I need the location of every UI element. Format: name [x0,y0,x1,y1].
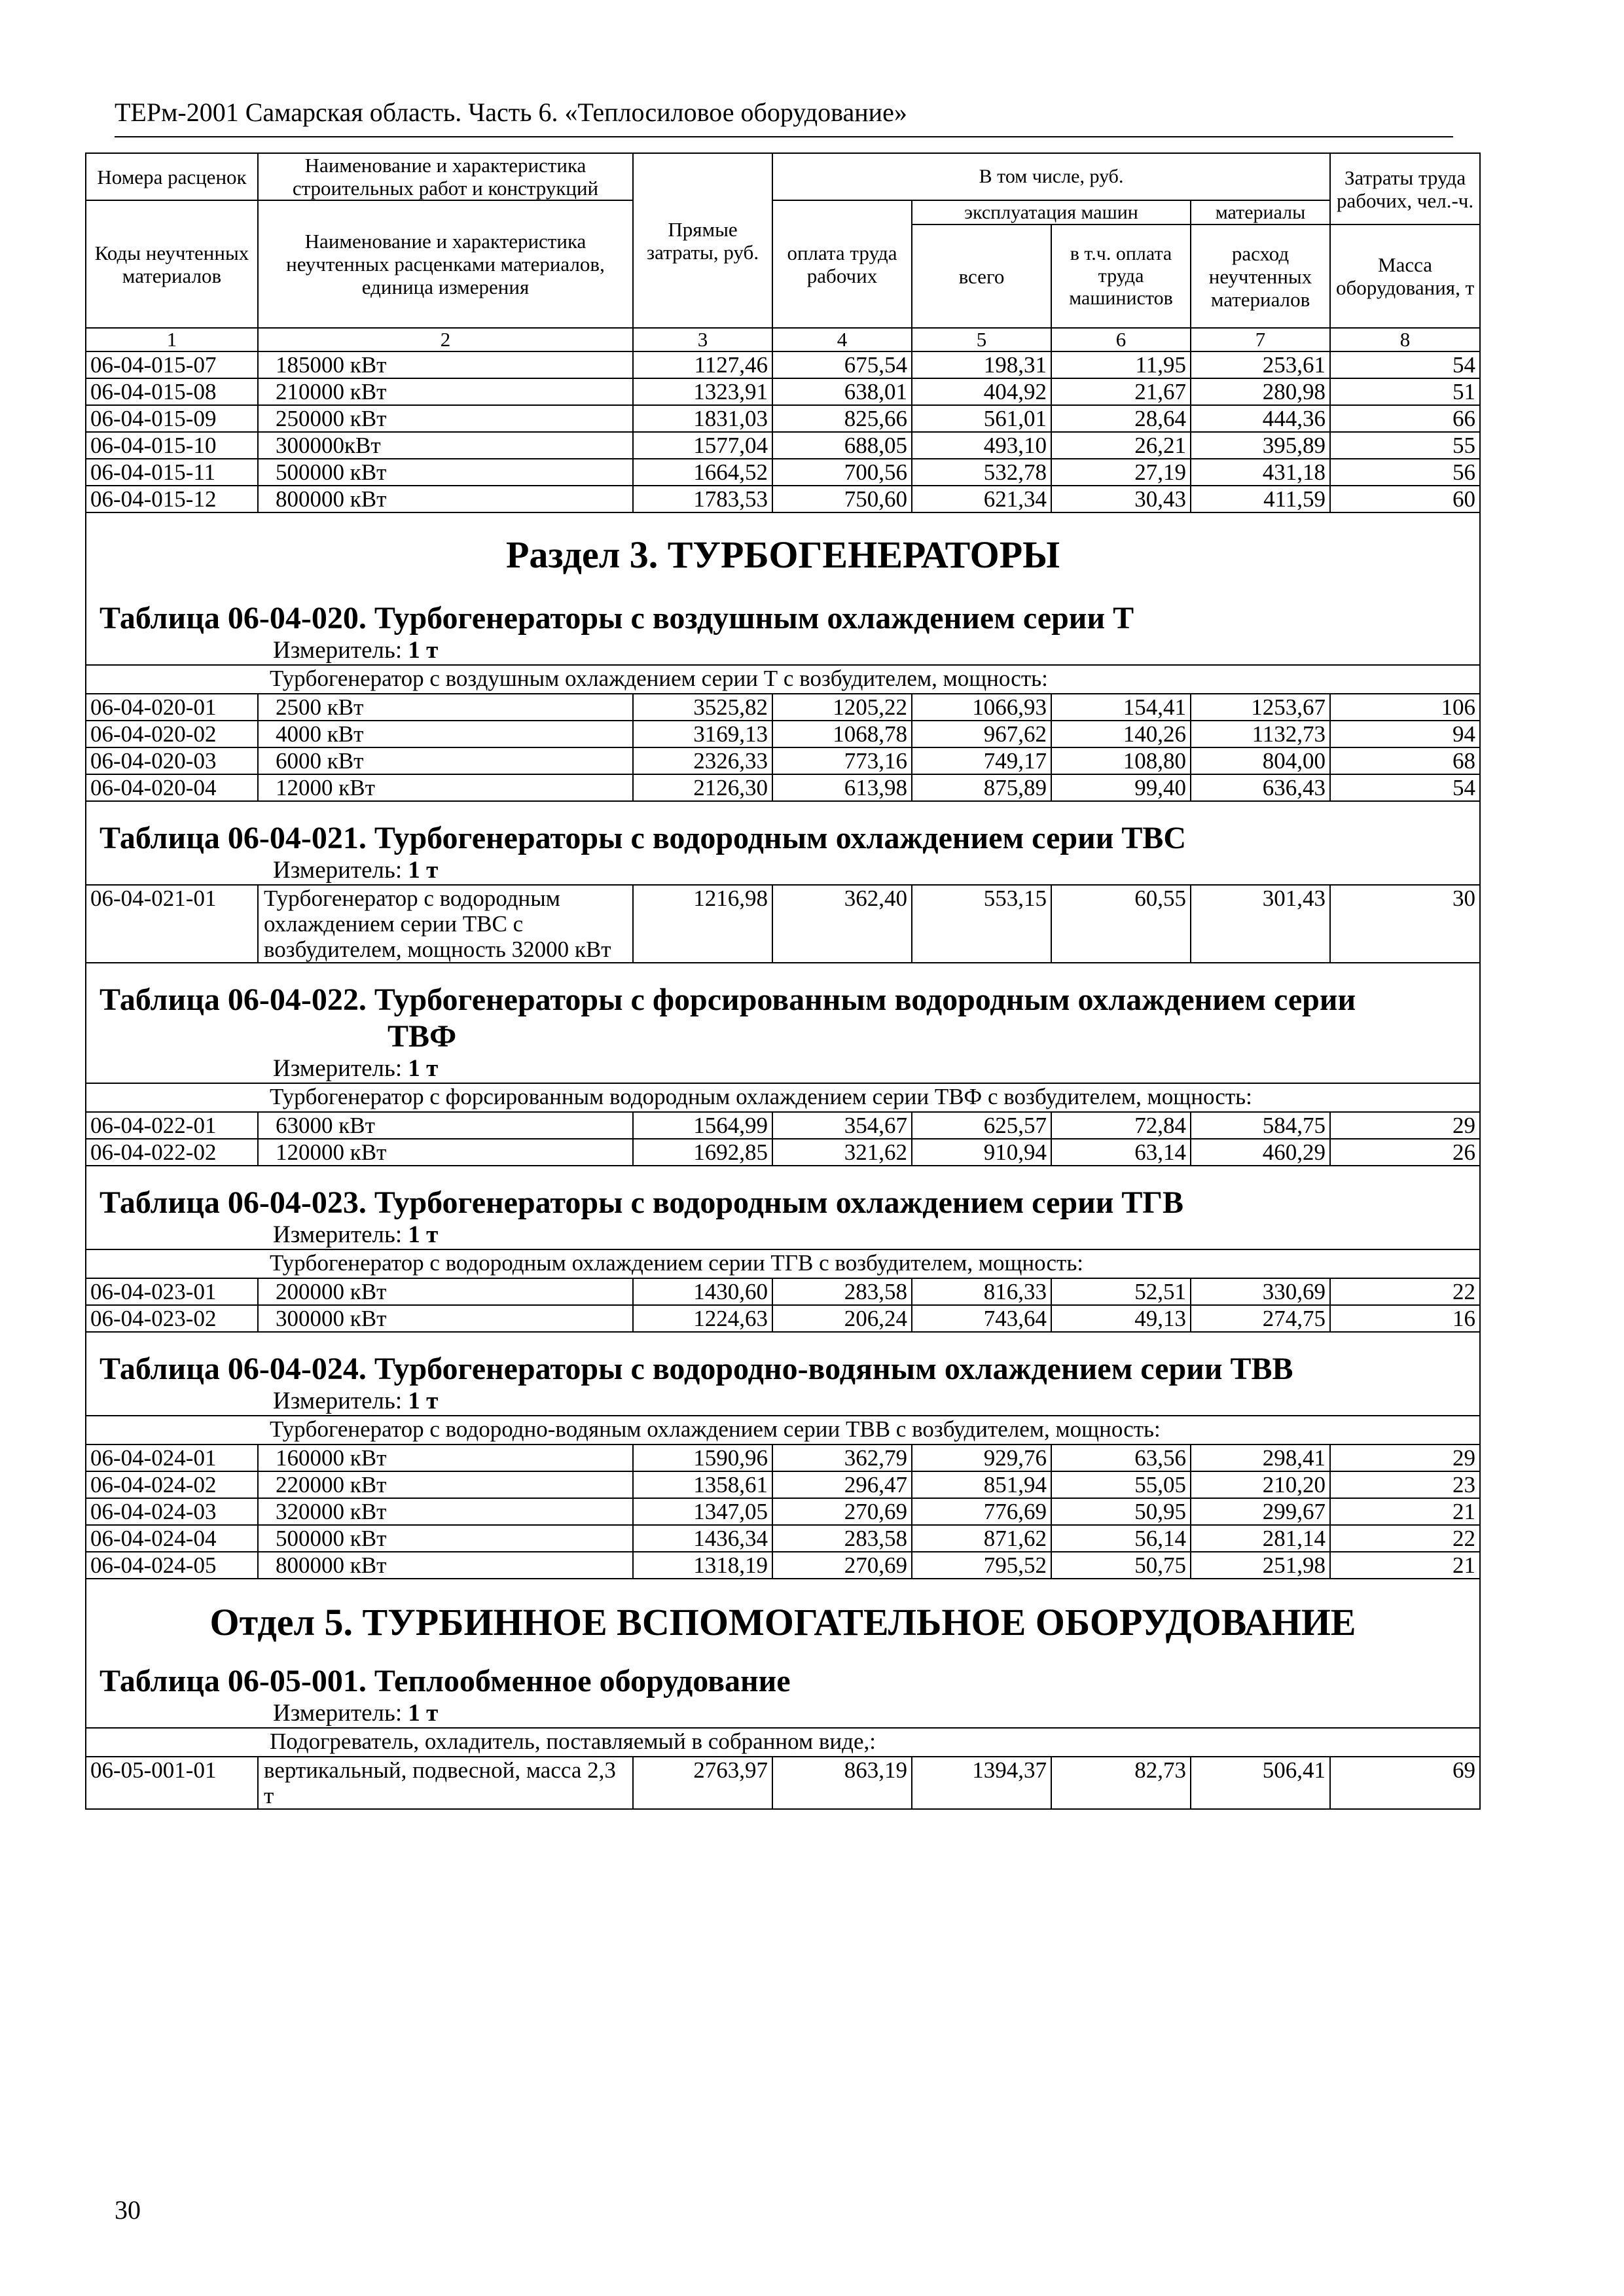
value-cell: 29 [1330,1444,1480,1471]
col2-bottom-header: Наименование и характеристика неучтенных расценками материалов, единица измерения [258,200,633,328]
item-name: 220000 кВт [258,1471,633,1498]
item-name: 320000 кВт [258,1498,633,1525]
document-header: ТЕРм-2001 Самарская область. Часть 6. «Теплосиловое оборудование» [115,98,1453,137]
value-cell: 69 [1330,1757,1480,1809]
value-cell: 2326,33 [633,747,772,774]
rate-code: 06-04-015-11 [86,459,258,486]
measure-unit: Измеритель: 1 т [273,1388,439,1414]
value-cell: 60 [1330,486,1480,512]
section-3 [86,512,1480,694]
value-cell: 584,75 [1191,1112,1330,1139]
value-cell: 51 [1330,378,1480,405]
value-cell: 301,43 [1191,885,1330,963]
value-cell: 2763,97 [633,1757,772,1809]
item-name: вертикальный, подвесной, масса 2,3 т [258,1757,633,1809]
value-cell: 55,05 [1051,1471,1191,1498]
item-name: 6000 кВт [258,747,633,774]
value-cell: 16 [1330,1305,1480,1332]
value-cell: 506,41 [1191,1757,1330,1809]
value-cell: 1068,78 [772,721,912,747]
value-cell: 444,36 [1191,405,1330,432]
table-023-heading-cell [86,1166,1480,1249]
value-cell: 1436,34 [633,1525,772,1552]
value-cell: 776,69 [912,1498,1051,1525]
value-cell: 675,54 [772,351,912,378]
value-cell: 863,19 [772,1757,912,1809]
item-name: 185000 кВт [258,351,633,378]
group-header: Подогреватель, охладитель, поставляемый в собранном виде,: [86,1728,1480,1757]
table-row [86,459,1480,486]
value-cell: 154,41 [1051,694,1191,721]
value-cell: 11,95 [1051,351,1191,378]
value-cell: 28,64 [1051,405,1191,432]
section-3-heading-cell [86,512,1480,665]
value-cell: 283,58 [772,1278,912,1305]
dept-5-heading-cell [86,1579,1480,1728]
value-cell: 72,84 [1051,1112,1191,1139]
measure-unit: Измеритель: 1 т [273,1055,439,1082]
rate-code: 06-04-015-12 [86,486,258,512]
value-cell: 1253,67 [1191,694,1330,721]
value-cell: 68 [1330,747,1480,774]
value-cell: 1564,99 [633,1112,772,1139]
materials-header: материалы [1191,200,1330,224]
measure-unit: Измеритель: 1 т [273,857,439,884]
value-cell: 210,20 [1191,1471,1330,1498]
col4-header: оплата труда рабочих [772,200,912,328]
value-cell: 553,15 [912,885,1051,963]
value-cell: 967,62 [912,721,1051,747]
table-022 [86,963,1480,1112]
table-024 [86,1332,1480,1444]
table-title: Таблица 06-04-023. Турбогенераторы с водородным охлаждением серии ТГВ [99,1185,1183,1220]
item-name: 250000 кВт [258,405,633,432]
value-cell: 1127,46 [633,351,772,378]
rate-code: 06-04-015-09 [86,405,258,432]
value-cell: 99,40 [1051,774,1191,801]
table-024-rows [86,1444,1480,1579]
measure-unit: Измеритель: 1 т [273,1221,439,1248]
incl-header: В том числе, руб. [772,153,1330,200]
rates-table [85,152,1481,1810]
value-cell: 140,26 [1051,721,1191,747]
table-title: Таблица 06-04-022. Турбогенераторы с форсированным водородным охлаждением серии ТВФ [99,982,1356,1054]
value-cell: 395,89 [1191,432,1330,459]
value-cell: 298,41 [1191,1444,1330,1471]
column-index: 7 [1191,328,1330,351]
value-cell: 638,01 [772,378,912,405]
item-name: 500000 кВт [258,459,633,486]
group-header: Турбогенератор с водородным охлаждением серии ТГВ с возбудителем, мощность: [86,1249,1480,1278]
col3-header: Прямые затраты, руб. [633,153,772,328]
item-name: 4000 кВт [258,721,633,747]
machines-header: эксплуатация машин [912,200,1191,224]
rate-code: 06-04-024-01 [86,1444,258,1471]
value-cell: 362,79 [772,1444,912,1471]
page-number: 30 [115,2195,141,2225]
column-index: 8 [1330,328,1480,351]
table-022-rows [86,1112,1480,1166]
rate-code: 06-04-020-01 [86,694,258,721]
item-name: 800000 кВт [258,486,633,512]
rate-code: 06-04-023-01 [86,1278,258,1305]
table-021 [86,801,1480,885]
rate-code: 06-04-020-04 [86,774,258,801]
table-header [86,153,1480,351]
table-row [86,1112,1480,1139]
value-cell: 1692,85 [633,1139,772,1166]
measure-unit: Измеритель: 1 т [273,1700,439,1727]
table-row [86,774,1480,801]
value-cell: 63,14 [1051,1139,1191,1166]
col8-top-header: Затраты труда рабочих, чел.-ч. [1330,153,1480,224]
table-title: Таблица 06-04-020. Турбогенераторы с воздушным охлаждением серии Т [99,601,1134,636]
value-cell: 1216,98 [633,885,772,963]
item-name: 2500 кВт [258,694,633,721]
value-cell: 30 [1330,885,1480,963]
rate-code: 06-04-015-10 [86,432,258,459]
value-cell: 910,94 [912,1139,1051,1166]
value-cell: 1590,96 [633,1444,772,1471]
value-cell: 871,62 [912,1525,1051,1552]
item-name: 63000 кВт [258,1112,633,1139]
col1-bottom-header: Коды неучтенных материалов [86,200,258,328]
item-name: 500000 кВт [258,1525,633,1552]
value-cell: 1664,52 [633,459,772,486]
table-row [86,378,1480,405]
value-cell: 296,47 [772,1471,912,1498]
column-index: 5 [912,328,1051,351]
value-cell: 3169,13 [633,721,772,747]
value-cell: 804,00 [1191,747,1330,774]
rate-code: 06-04-022-02 [86,1139,258,1166]
table-row [86,694,1480,721]
value-cell: 1323,91 [633,378,772,405]
table-row [86,1444,1480,1471]
value-cell: 1318,19 [633,1552,772,1579]
value-cell: 198,31 [912,351,1051,378]
table-022-heading-cell [86,963,1480,1083]
table-row [86,432,1480,459]
value-cell: 825,66 [772,405,912,432]
table-024-heading-cell [86,1332,1480,1416]
value-cell: 49,13 [1051,1305,1191,1332]
value-cell: 773,16 [772,747,912,774]
value-cell: 1430,60 [633,1278,772,1305]
table-row [86,1305,1480,1332]
table-023 [86,1166,1480,1278]
section-title: Раздел 3. ТУРБОГЕНЕРАТОРЫ [505,533,1060,576]
value-cell: 50,75 [1051,1552,1191,1579]
value-cell: 321,62 [772,1139,912,1166]
value-cell: 108,80 [1051,747,1191,774]
value-cell: 1132,73 [1191,721,1330,747]
value-cell: 60,55 [1051,885,1191,963]
rate-code: 06-04-015-08 [86,378,258,405]
measure-unit: Измеритель: 1 т [273,637,439,664]
value-cell: 299,67 [1191,1498,1330,1525]
value-cell: 330,69 [1191,1278,1330,1305]
value-cell: 621,34 [912,486,1051,512]
value-cell: 54 [1330,351,1480,378]
value-cell: 875,89 [912,774,1051,801]
dept-5 [86,1579,1480,1757]
table-row [86,1471,1480,1498]
value-cell: 2126,30 [633,774,772,801]
rate-code: 06-04-015-07 [86,351,258,378]
table-021-rows [86,885,1480,963]
column-index-row [86,328,1480,351]
col7-header: расход неучтенных материалов [1191,224,1330,328]
value-cell: 21 [1330,1552,1480,1579]
table-row [86,885,1480,963]
value-cell: 3525,82 [633,694,772,721]
value-cell: 55 [1330,432,1480,459]
value-cell: 362,40 [772,885,912,963]
value-cell: 851,94 [912,1471,1051,1498]
value-cell: 688,05 [772,432,912,459]
rows-top [86,351,1480,512]
value-cell: 749,17 [912,747,1051,774]
value-cell: 274,75 [1191,1305,1330,1332]
table-row [86,1498,1480,1525]
value-cell: 561,01 [912,405,1051,432]
value-cell: 750,60 [772,486,912,512]
table-title: Таблица 06-04-024. Турбогенераторы с водородно-водяным охлаждением серии ТВВ [99,1352,1293,1386]
col2-top-header: Наименование и характеристика строительных работ и конструкций [258,153,633,200]
value-cell: 56 [1330,459,1480,486]
value-cell: 26,21 [1051,432,1191,459]
item-name: 300000кВт [258,432,633,459]
value-cell: 54 [1330,774,1480,801]
rate-code: 06-04-022-01 [86,1112,258,1139]
value-cell: 1358,61 [633,1471,772,1498]
value-cell: 532,78 [912,459,1051,486]
item-name: 120000 кВт [258,1139,633,1166]
value-cell: 404,92 [912,378,1051,405]
value-cell: 21,67 [1051,378,1191,405]
rate-code: 06-04-020-03 [86,747,258,774]
table-row [86,1139,1480,1166]
value-cell: 283,58 [772,1525,912,1552]
table-row [86,351,1480,378]
value-cell: 251,98 [1191,1552,1330,1579]
section-title: Отдел 5. ТУРБИННОЕ ВСПОМОГАТЕЛЬНОЕ ОБОРУДОВАНИЕ [209,1601,1356,1643]
table-row [86,1278,1480,1305]
table-021-heading-cell [86,801,1480,885]
group-header: Турбогенератор с водородно-водяным охлаждением серии ТВВ с возбудителем, мощность: [86,1416,1480,1444]
value-cell: 493,10 [912,432,1051,459]
value-cell: 206,24 [772,1305,912,1332]
item-name: 160000 кВт [258,1444,633,1471]
value-cell: 106 [1330,694,1480,721]
table-020-rows [86,694,1480,801]
column-index: 2 [258,328,633,351]
rate-code: 06-04-024-04 [86,1525,258,1552]
table-row [86,1757,1480,1809]
rate-code: 06-04-023-02 [86,1305,258,1332]
col5-header: всего [912,224,1051,328]
value-cell: 94 [1330,721,1480,747]
table-023-rows [86,1278,1480,1332]
value-cell: 82,73 [1051,1757,1191,1809]
table-title: Таблица 06-04-021. Турбогенераторы с водородным охлаждением серии ТВС [99,821,1187,855]
value-cell: 411,59 [1191,486,1330,512]
item-name: 210000 кВт [258,378,633,405]
value-cell: 1066,93 [912,694,1051,721]
table-title: Таблица 06-05-001. Теплообменное оборудование [99,1664,791,1698]
group-header: Турбогенератор с форсированным водородным охлаждением серии ТВФ с возбудителем, мощность: [86,1083,1480,1112]
value-cell: 50,95 [1051,1498,1191,1525]
rate-code: 06-05-001-01 [86,1757,258,1809]
group-header: Турбогенератор с воздушным охлаждением серии Т с возбудителем, мощность: [86,665,1480,694]
value-cell: 795,52 [912,1552,1051,1579]
value-cell: 1394,37 [912,1757,1051,1809]
value-cell: 1205,22 [772,694,912,721]
value-cell: 253,61 [1191,351,1330,378]
value-cell: 30,43 [1051,486,1191,512]
rate-code: 06-04-020-02 [86,721,258,747]
column-index: 6 [1051,328,1191,351]
value-cell: 636,43 [1191,774,1330,801]
value-cell: 280,98 [1191,378,1330,405]
value-cell: 56,14 [1051,1525,1191,1552]
value-cell: 22 [1330,1525,1480,1552]
value-cell: 1577,04 [633,432,772,459]
value-cell: 23 [1330,1471,1480,1498]
value-cell: 625,57 [912,1112,1051,1139]
value-cell: 63,56 [1051,1444,1191,1471]
value-cell: 21 [1330,1498,1480,1525]
value-cell: 354,67 [772,1112,912,1139]
col8-bottom-header: Масса оборудования, т [1330,224,1480,328]
column-index: 4 [772,328,912,351]
value-cell: 29 [1330,1112,1480,1139]
rate-code: 06-04-024-05 [86,1552,258,1579]
value-cell: 66 [1330,405,1480,432]
value-cell: 1224,63 [633,1305,772,1332]
rate-code: 06-04-021-01 [86,885,258,963]
value-cell: 27,19 [1051,459,1191,486]
column-index: 3 [633,328,772,351]
value-cell: 700,56 [772,459,912,486]
value-cell: 270,69 [772,1498,912,1525]
value-cell: 1347,05 [633,1498,772,1525]
column-index: 1 [86,328,258,351]
item-name: 800000 кВт [258,1552,633,1579]
value-cell: 1831,03 [633,405,772,432]
item-name: 200000 кВт [258,1278,633,1305]
value-cell: 281,14 [1191,1525,1330,1552]
col6-header: в т.ч. оплата труда машинистов [1051,224,1191,328]
value-cell: 26 [1330,1139,1480,1166]
value-cell: 816,33 [912,1278,1051,1305]
table-row [86,486,1480,512]
value-cell: 460,29 [1191,1139,1330,1166]
value-cell: 431,18 [1191,459,1330,486]
rate-code: 06-04-024-02 [86,1471,258,1498]
value-cell: 743,64 [912,1305,1051,1332]
table-row [86,1552,1480,1579]
table-row [86,1525,1480,1552]
item-name: Турбогенератор с водородным охлаждением серии ТВС с возбудителем, мощность 32000 кВт [258,885,633,963]
table-row [86,721,1480,747]
table-row [86,747,1480,774]
table-row [86,405,1480,432]
value-cell: 52,51 [1051,1278,1191,1305]
item-name: 12000 кВт [258,774,633,801]
value-cell: 270,69 [772,1552,912,1579]
value-cell: 22 [1330,1278,1480,1305]
rate-code: 06-04-024-03 [86,1498,258,1525]
col1-top-header: Номера расценок [86,153,258,200]
value-cell: 929,76 [912,1444,1051,1471]
value-cell: 613,98 [772,774,912,801]
table-05-001-rows [86,1757,1480,1809]
item-name: 300000 кВт [258,1305,633,1332]
value-cell: 1783,53 [633,486,772,512]
